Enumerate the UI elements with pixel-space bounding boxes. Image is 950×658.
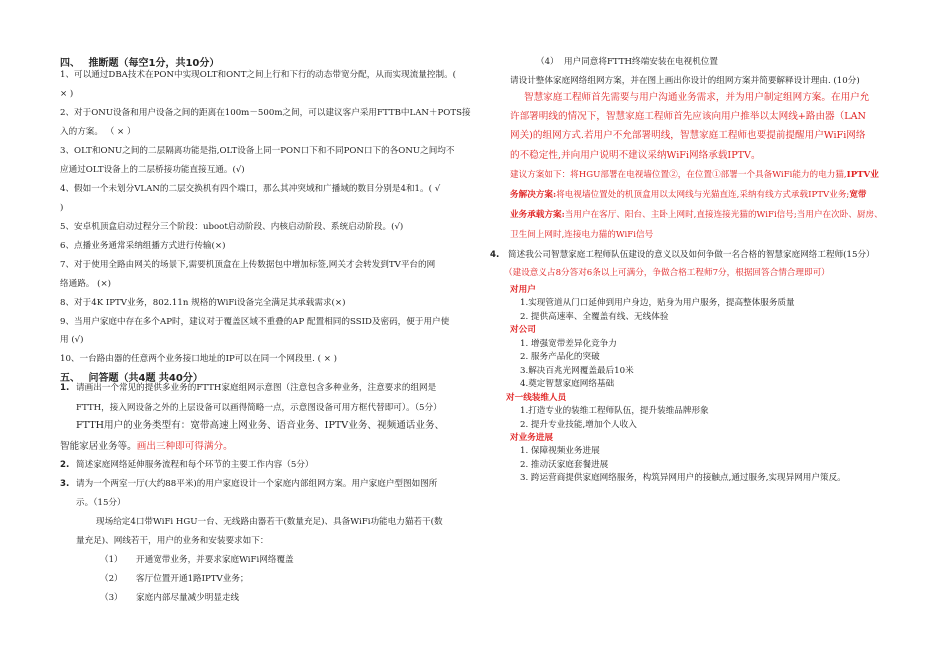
heading-for-company: 对公司 [510, 325, 536, 335]
answer-para2-line3 [510, 210, 883, 220]
req1-number: （1） [100, 555, 123, 565]
judge-q8: 8、对于4K IPTV业务，802.11n 规格的WiFi设备完全满足其承载需求(×) [60, 298, 346, 308]
answer-para1-line4: 的不稳定性,并向用户说明不建议采纳WiFi网络承载IPTV。 [510, 150, 761, 161]
answer-para1-line3: 网关)的组网方式.若用户不允部署明线，智慧家庭工程师也要提前提醒用户WiFi网络 [510, 130, 866, 141]
judge-q3-line1: 3、OLT和ONU之间的二层隔离功能是指,OLT设备上同一PON口下和不同PON口下的各ONU之间均不 [60, 146, 455, 156]
iptv-label-part: IPTV业 [846, 170, 879, 180]
judge-q4-line2: ) [60, 203, 64, 213]
qa3-line4: 量充足)、网线若干，用户的业务和安装要求如下： [76, 536, 269, 546]
judge-q6: 6、点播业务通常采纳组播方式进行传输(×) [60, 241, 226, 251]
judge-q3-line2: 应通过OLT设备上的二层桥接功能直接互通。(√) [60, 165, 245, 175]
judge-q5: 5、安卓机顶盒启动过程分三个阶段：uboot启动阶段、内核启动阶段、系统启动阶段。(√) [60, 222, 404, 232]
company-point-3: 3.解决百兆光网覆盖最后10米 [520, 366, 634, 376]
iptv-solution-label: 务解决方案: [510, 190, 557, 200]
broadband-label-part: 宽带 [849, 190, 867, 200]
answer-para2-line2 [510, 190, 867, 200]
judge-q1-line2: × ) [60, 89, 74, 99]
heading-for-staff: 对一线装维人员 [506, 393, 567, 403]
judge-q7-line2: 络通路。 (×) [60, 279, 112, 289]
iptv-solution-text: 将电视墙位置处的机顶盒用以太网线与光猫直连,采纳有线方式承载IPTV业务; [556, 190, 850, 200]
heading-for-business: 对业务进展 [510, 433, 553, 443]
qa3-line2: 示。（15分） [76, 498, 126, 508]
qa3-number: 3. [60, 479, 70, 489]
req4-text: 用户同意将FTTH终端安装在电视机位置 [564, 57, 718, 67]
req4-number: （4） [536, 57, 559, 67]
user-point-1: 1.实现管道从门口延伸到用户身边，贴身为用户服务，提高整体服务质量 [520, 298, 795, 308]
judge-q2-line2: 入的方案。 （ × ） [60, 127, 136, 137]
company-point-2: 2. 服务产品化的突破 [520, 352, 600, 362]
qa1-answer-line1: FTTH用户的业务类型有：宽带高速上网业务、语音业务、IPTV业务、视频通话业务、 [76, 420, 445, 431]
req3-number: （3） [100, 593, 123, 603]
qa2-number: 2. [60, 460, 70, 470]
judge-q7-line1: 7、对于使用全路由网关的场景下,需要机顶盒在上传数据包中增加标签,网关才会转发到TV平台的网 [60, 260, 436, 270]
qa3-line1: 请为一个两室一厅(大约88平米)的用户家庭设计一个家庭内部组网方案。用户家庭户型图如图所 [76, 479, 438, 489]
company-point-1: 1. 增强宽带差异化竞争力 [520, 339, 617, 349]
judge-q9-line2: 用 (√) [60, 335, 84, 345]
plan-text: 建议方案如下：将HGU部署在电视墙位置②，在位置①部署一个具备WiFi能力的电力猫, [510, 170, 847, 180]
judge-q2-line1: 2、对于ONU设备和用户设备之间的距离在100m－500m之间，可以建议客户采用FTTB中LAN＋POTS接 [60, 108, 471, 118]
qa1-answer-note: 画出三种即可得满分。 [136, 441, 233, 452]
qa4-text: 简述我公司智慧家庭工程师队伍建设的意义以及如何争做一名合格的智慧家庭网络工程师(15分） [508, 250, 875, 260]
business-point-1: 1. 保障视频业务进展 [520, 446, 600, 456]
company-point-4: 4.奠定智慧家庭网络基础 [520, 379, 615, 389]
req2-number: （2） [100, 574, 123, 584]
qa1-line2: FTTH，接入网设备之外的上层设备可以画得简略一点，示意图设备可用方框代替即可）。（5分） [76, 403, 442, 413]
broadband-solution-text: 当用户在客厅、阳台、主卧上网时,直接连接光猫的WiFi信号;当用户在次卧、厨房、 [564, 210, 883, 220]
section-4-title: 四、 推断题（每空1分，共10分） [60, 58, 220, 69]
qa4-scoring-note: （建设意义占8分答对6条以上可满分，争做合格工程师7分，根据回答合情合理即可） [504, 268, 830, 278]
judge-q4-line1: 4、假如一个未划分VLAN的二层交换机有四个端口，那么其冲突域和广播域的数目分别是4和1。( √ [60, 184, 441, 194]
req1-text: 开通宽带业务，并要求家庭WiFi网络覆盖 [136, 555, 294, 565]
qa1-answer-line2 [60, 441, 233, 453]
qa1-line1: 请画出一个常见的提供多业务的FTTH家庭组网示意图（注意包含多种业务，注意要求的组网是 [76, 383, 437, 393]
qa4-number: 4. [490, 250, 500, 260]
answer-para2-line1 [510, 170, 879, 180]
req2-text: 客厅位置开通1路IPTV业务； [136, 574, 249, 584]
staff-point-2: 2. 提升专业技能,增加个人收入 [520, 420, 637, 430]
heading-for-users: 对用户 [510, 285, 536, 295]
judge-q1-line1: 1、可以通过DBA技术在PON中实现OLT和ONT之间上行和下行的动态带宽分配，从而实现流量控制。( [60, 70, 457, 80]
answer-para1-line2: 许部署明线的情况下，智慧家庭工程师首先应该向用户推举以太网线+路由器（LAN [510, 111, 866, 122]
answer-para2-line4: 卫生间上网时,连接电力猫的WiFi信号 [510, 230, 654, 240]
qa1-answer-text: 智能家居业务等。 [60, 441, 137, 452]
answer-para1-line1: 智慧家庭工程师首先需要与用户沟通业务需求，并为用户制定组网方案。在用户允 [524, 92, 870, 103]
business-point-2: 2. 推动沃家庭套餐进展 [520, 460, 609, 470]
section-5-title: 五、 问答题（共4题 共40分） [60, 373, 203, 384]
design-intro: 请设计整体家庭网络组网方案，并在图上画出你设计的组网方案并简要解释设计理由. (10分) [510, 76, 860, 86]
qa3-line3: 现场给定4口带WiFi HGU一台、无线路由器若干(数量充足)、具备WiFi功能电力猫若干(数 [96, 517, 443, 527]
judge-q9-line1: 9、当用户家庭中存在多个AP时，建议对于覆盖区域不重叠的AP 配置相同的SSID及密码，便于用户使 [60, 317, 450, 327]
business-point-3: 3. 跨运营商提供家庭网络服务，构筑异网用户的接触点,通过服务,实现异网用户策反。 [520, 473, 846, 483]
staff-point-1: 1.打造专业的装维工程师队伍，提升装维品牌形象 [520, 406, 709, 416]
qa1-number: 1. [60, 383, 70, 393]
user-point-2: 2. 提供高速率、全覆盖有线、无线体验 [520, 312, 669, 322]
judge-q10: 10、一台路由器的任意两个业务接口地址的IP可以在同一个网段里. ( × ) [60, 354, 337, 364]
qa2-text: 简述家庭网络延伸服务流程和每个环节的主要工作内容（5分） [76, 460, 314, 470]
broadband-solution-label: 业务承载方案: [510, 210, 565, 220]
req3-text: 家庭内部尽量减少明显走线 [136, 593, 240, 603]
